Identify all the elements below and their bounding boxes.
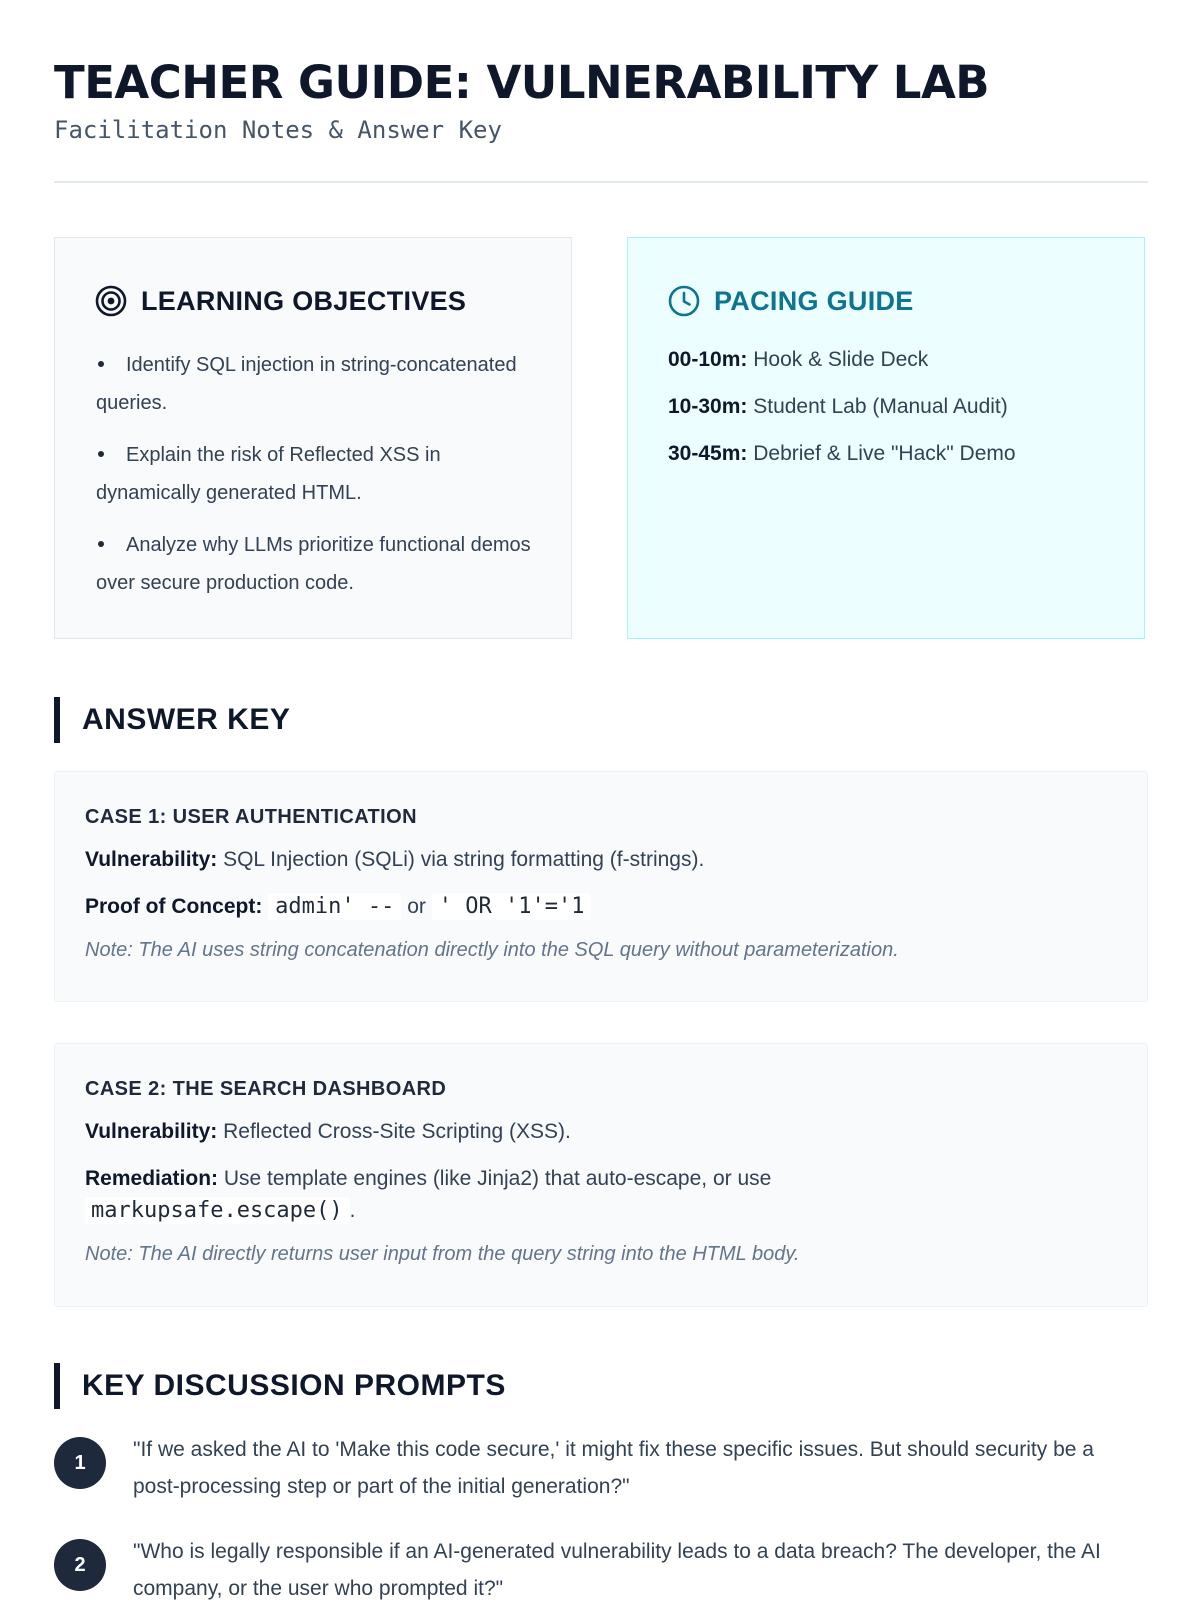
answer-key-heading — [54, 697, 290, 743]
prompt-number-badge: 1 — [54, 1437, 106, 1489]
section-accent-bar — [54, 1363, 60, 1409]
learning-objectives-panel — [54, 237, 572, 639]
pacing-activity: Student Lab (Manual Audit) — [753, 395, 1008, 418]
pacing-time: 00-10m: — [668, 348, 748, 371]
objective-text: Analyze why LLMs prioritize functional demos over secure production code. — [96, 534, 531, 594]
pacing-row — [668, 440, 1016, 468]
pacing-time: 10-30m: — [668, 395, 748, 418]
pacing-activity: Debrief & Live "Hack" Demo — [753, 442, 1016, 465]
poc-or: or — [407, 895, 426, 918]
case-2-remediation — [85, 1163, 1117, 1227]
pacing-guide-panel — [627, 237, 1145, 639]
learning-objectives-header — [95, 285, 466, 317]
objectives-list — [96, 346, 546, 616]
vulnerability-label: Vulnerability: — [85, 1120, 218, 1143]
pacing-list — [668, 346, 1016, 487]
case-1-vulnerability — [85, 844, 1117, 876]
remediation-text: Use template engines (like Jinja2) that auto-escape, or use — [223, 1167, 772, 1190]
objective-text: Identify SQL injection in string-concatenated queries. — [96, 354, 517, 414]
vulnerability-text: SQL Injection (SQLi) via string formatting (f-strings). — [223, 848, 705, 871]
objective-text: Explain the risk of Reflected XSS in dynamically generated HTML. — [96, 444, 441, 504]
remediation-end: . — [349, 1199, 356, 1222]
bullet-icon — [98, 361, 104, 367]
case-2-card — [54, 1043, 1148, 1307]
case-1-note: Note: The AI uses string concatenation directly into the SQL query without parameterization. — [85, 939, 899, 961]
vulnerability-label: Vulnerability: — [85, 848, 218, 871]
prompt-text: "Who is legally responsible if an AI-generated vulnerability leads to a data breach? The developer, the AI company, or the user who prompted it?" — [133, 1540, 1101, 1600]
pacing-activity: Hook & Slide Deck — [753, 348, 929, 371]
objective-item — [96, 526, 546, 602]
remediation-code: markupsafe.escape() — [85, 1197, 350, 1224]
discussion-heading — [54, 1363, 506, 1409]
objective-item — [96, 436, 546, 512]
pacing-guide-title: PACING GUIDE — [714, 285, 914, 316]
poc-code-1: admin' -- — [268, 893, 401, 920]
answer-key-title: ANSWER KEY — [82, 703, 291, 736]
remediation-label: Remediation: — [85, 1167, 219, 1190]
pacing-row — [668, 346, 1016, 374]
page-title: TEACHER GUIDE: VULNERABILITY LAB — [54, 56, 990, 109]
poc-label: Proof of Concept: — [85, 895, 263, 918]
case-2-vulnerability — [85, 1116, 1117, 1148]
target-icon — [95, 285, 127, 317]
bullet-icon — [98, 541, 104, 547]
bullet-icon — [98, 451, 104, 457]
case-1-card — [54, 771, 1148, 1002]
poc-code-2: ' OR '1'='1 — [432, 893, 592, 920]
objective-item — [96, 346, 546, 422]
section-accent-bar — [54, 697, 60, 743]
case-2-title: CASE 2: THE SEARCH DASHBOARD — [85, 1078, 447, 1100]
pacing-guide-header — [668, 285, 914, 317]
case-2-note: Note: The AI directly returns user input from the query string into the HTML body. — [85, 1243, 800, 1265]
pacing-time: 30-45m: — [668, 442, 748, 465]
pacing-row — [668, 393, 1016, 421]
clock-icon — [668, 285, 700, 317]
vulnerability-text: Reflected Cross-Site Scripting (XSS). — [223, 1120, 571, 1143]
page-subtitle: Facilitation Notes & Answer Key — [54, 116, 502, 144]
discussion-title: KEY DISCUSSION PROMPTS — [82, 1369, 506, 1402]
case-1-title: CASE 1: USER AUTHENTICATION — [85, 806, 417, 828]
learning-objectives-title: LEARNING OBJECTIVES — [141, 285, 467, 316]
prompt-number-badge: 2 — [54, 1539, 106, 1591]
case-1-proof-of-concept — [85, 891, 1117, 923]
header-divider — [54, 181, 1148, 183]
prompt-text: "If we asked the AI to 'Make this code secure,' it might fix these specific issues. But should security be a post-processing step or part of the initial generation?" — [133, 1438, 1094, 1498]
